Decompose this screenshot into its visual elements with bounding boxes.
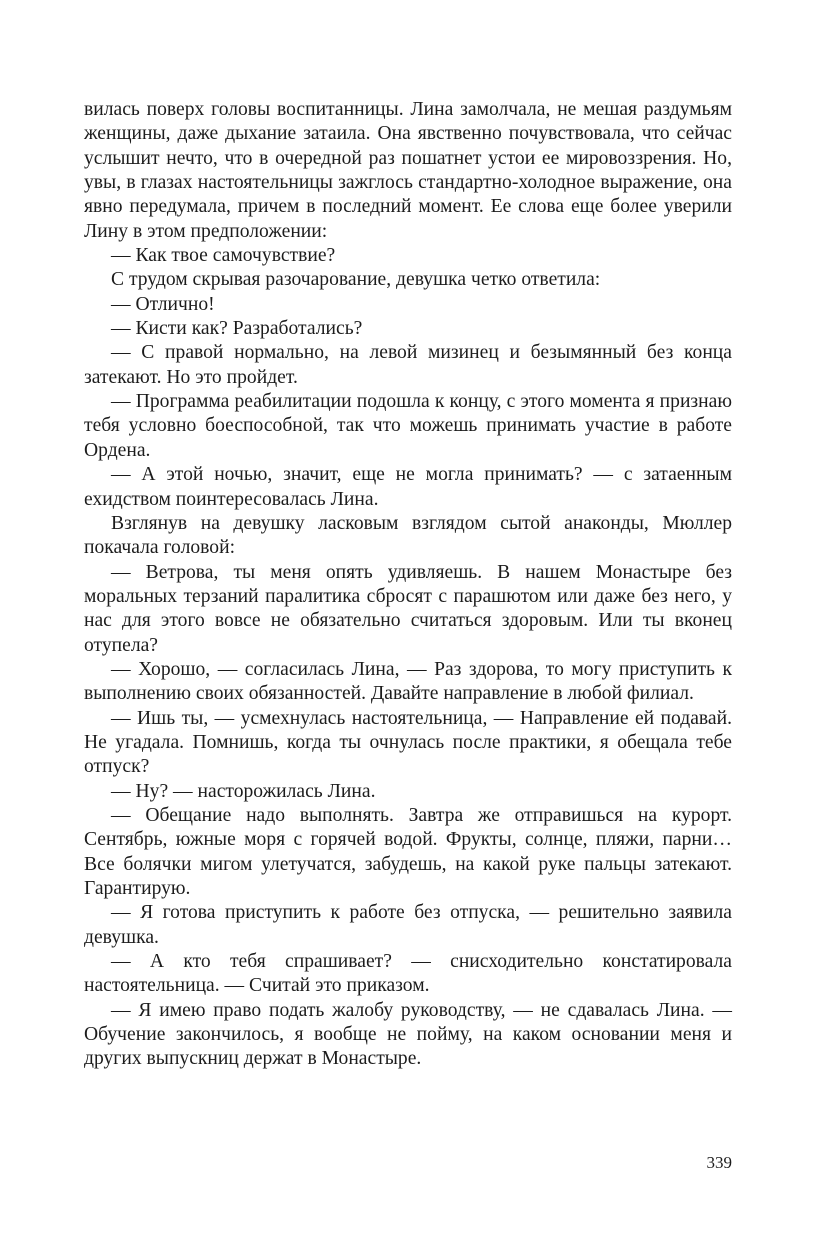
- paragraph: — Отлично!: [111, 293, 215, 315]
- paragraph: — Я готова приступить к работе без отпуска, — решительно заявила девушка.: [84, 902, 732, 948]
- paragraph: — Как твое самочувствие?: [111, 245, 336, 267]
- paragraph: С трудом скрывая разочарование, девушка четко ответила:: [111, 269, 601, 291]
- paragraph: — Я имею право подать жалобу руководству, — не сдавалась Лина. — Обучение закончилось, я вообще не пойму, на каком основании меня и других выпускниц держат в Монастыре.: [84, 999, 732, 1070]
- paragraph: — Программа реабилитации подошла к концу, с этого момента я признаю тебя условно боеспособной, так что можешь принимать участие в работе Ордена.: [84, 391, 732, 461]
- paragraph: — Ветрова, ты меня опять удивляешь. В нашем Монастыре без моральных терзаний паралитика сбросят с парашютом или даже без него, у нас для этого вовсе не обязательно считаться здоровым. Или ты вконец отупела?: [84, 561, 732, 656]
- paragraph: — Ишь ты, — усмехнулась настоятельница, — Направление ей подавай. Не угадала. Помнишь, когда ты очнулась после практики, я обещала тебе отпуск?: [84, 707, 732, 778]
- paragraph: — Ну? — насторожилась Лина.: [111, 780, 376, 802]
- paragraph: Взглянув на девушку ласковым взглядом сытой анаконды, Мюллер покачала головой:: [84, 512, 732, 559]
- paragraph: — Кисти как? Разработались?: [111, 318, 363, 340]
- paragraph: — А этой ночью, значит, еще не могла принимать? — с затаенным ехидством поинтересовалась Лина.: [84, 464, 732, 510]
- page-body: [84, 98, 732, 1072]
- body-text: [84, 98, 732, 1072]
- page-number: 339: [706, 1153, 732, 1172]
- paragraph: — С правой нормально, на левой мизинец и безымянный без конца затекают. Но это пройдет.: [84, 342, 732, 388]
- paragraph: — А кто тебя спрашивает? — снисходительно констатировала настоятельница. — Считай это приказом.: [84, 951, 732, 997]
- paragraph: — Обещание надо выполнять. Завтра же отправишься на курорт. Сентябрь, южные моря с горячей водой. Фрукты, солнце, пляжи, парни… Все болячки мигом улетучатся, забудешь, на какой руке пальцы затекают. Гарантирую.: [84, 804, 732, 899]
- paragraph: — Хорошо, — согласилась Лина, — Раз здорова, то могу приступить к выполнению своих обязанностей. Давайте направление в любой филиал.: [84, 658, 732, 705]
- paragraph: вилась поверх головы воспитанницы. Лина замолчала, не мешая раздумьям женщины, даже дыхание затаила. Она явственно почувствовала, что сейчас услышит нечто, что в очередной раз пошатнет устои ее мировоззрения. Но, увы, в глазах настоятельницы зажглось стандартно-холодное выражение, она явно передумала, причем в последний момент. Ее слова еще более уверили Лину в этом предположении:: [84, 99, 732, 242]
